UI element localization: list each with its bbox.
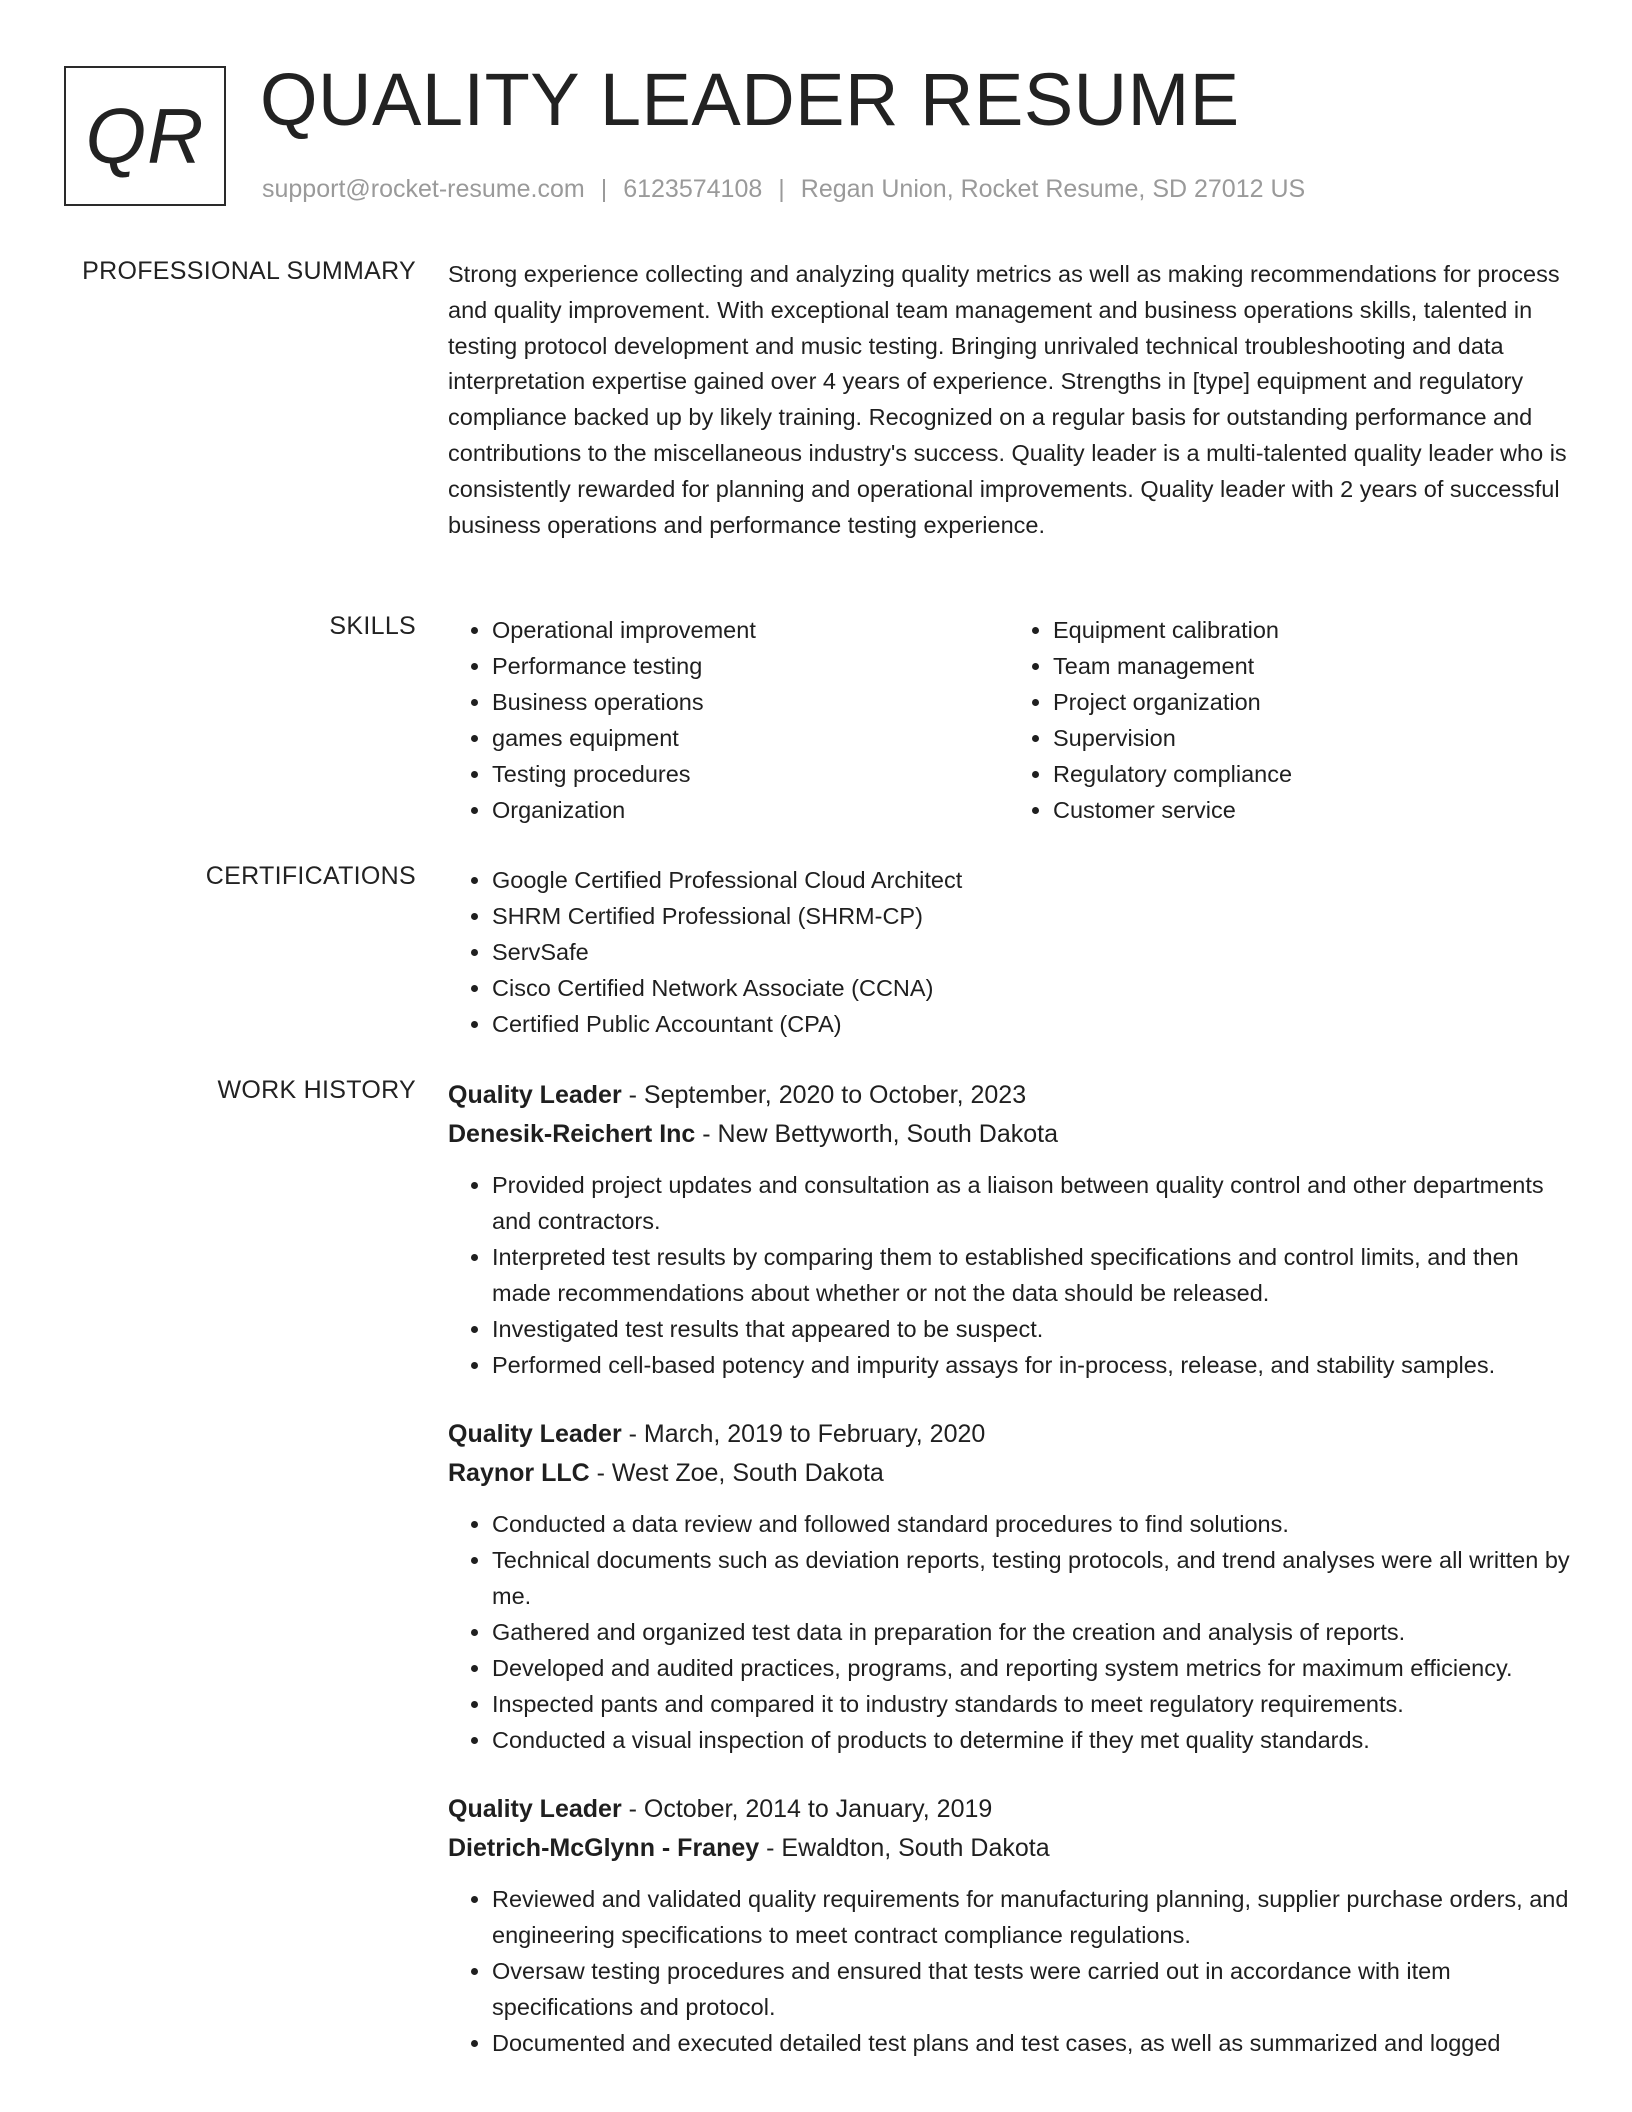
contact-phone[interactable]: 6123574108 — [623, 175, 763, 203]
skills-heading: SKILLS — [329, 612, 416, 640]
contact-line — [262, 175, 1305, 204]
job-bullets — [448, 1881, 1570, 2061]
list-item: • Team management — [1053, 648, 1570, 684]
job-entry — [448, 1790, 1570, 2061]
contact-separator: | — [778, 175, 785, 203]
summary-text: Strong experience collecting and analyzing quality metrics as well as making recommendations for process and quality improvement. With exceptional team management and business operations skills, talented in testing protocol development and music testing. Bringing unrivaled technical troubleshooting and data interpretation expertise gained over 4 years of experience. Strengths in [type] equipment and regulatory compliance backed up by likely training. Recognized on a regular basis for outstanding performance and contributions to the miscellaneous industry's success. Quality leader is a multi-talented quality leader who is consistently rewarded for planning and operational improvements. Quality leader with 2 years of successful business operations and performance testing experience. — [448, 261, 1567, 538]
list-item: • Documented and executed detailed test plans and test cases, as well as summarized and logged — [492, 2025, 1570, 2061]
job-company-line — [448, 1454, 1570, 1493]
list-item: • Organization — [492, 792, 1009, 828]
job-title-line — [448, 1790, 1570, 1829]
list-item: • Oversaw testing procedures and ensured that tests were carried out in accordance with item specifications and protocol. — [492, 1953, 1570, 2025]
list-item: • Developed and audited practices, programs, and reporting system metrics for maximum efficiency. — [492, 1650, 1570, 1686]
job-company: Denesik-Reichert Inc — [448, 1120, 696, 1148]
list-item: • Business operations — [492, 684, 1009, 720]
list-item: • Inspected pants and compared it to industry standards to meet regulatory requirements. — [492, 1686, 1570, 1722]
resume-title: QUALITY LEADER RESUME — [260, 58, 1240, 141]
work-history-heading: WORK HISTORY — [217, 1076, 416, 1104]
job-entry — [448, 1415, 1570, 1758]
job-location: - New Bettyworth, South Dakota — [695, 1120, 1058, 1148]
list-item: • Conducted a data review and followed standard procedures to find solutions. — [492, 1506, 1570, 1542]
job-location: - Ewaldton, South Dakota — [759, 1834, 1050, 1862]
contact-address: Regan Union, Rocket Resume, SD 27012 US — [800, 175, 1306, 203]
list-item: • Interpreted test results by comparing them to established specifications and control limits, and then made recommendations about whether or not the data should be released. — [492, 1239, 1570, 1311]
job-company-line — [448, 1115, 1570, 1154]
skills-list-right — [1009, 612, 1570, 828]
list-item: • Performed cell-based potency and impurity assays for in-process, release, and stability samples. — [492, 1347, 1570, 1383]
list-item: • Gathered and organized test data in preparation for the creation and analysis of reports. — [492, 1614, 1570, 1650]
contact-email[interactable]: support@rocket-resume.com — [262, 175, 585, 203]
work-history-body — [448, 1076, 1570, 2093]
summary-heading: PROFESSIONAL SUMMARY — [82, 257, 416, 285]
list-item: • Supervision — [1053, 720, 1570, 756]
skills-list-left — [448, 612, 1009, 828]
certifications-list — [448, 862, 1570, 1042]
job-location: - West Zoe, South Dakota — [589, 1459, 884, 1487]
job-title-line — [448, 1415, 1570, 1454]
list-item: • Performance testing — [492, 648, 1009, 684]
list-item: • Provided project updates and consultation as a liaison between quality control and other departments and contractors. — [492, 1167, 1570, 1239]
contact-separator: | — [600, 175, 608, 203]
list-item: • Customer service — [1053, 792, 1570, 828]
job-company-line — [448, 1829, 1570, 1868]
list-item: • Equipment calibration — [1053, 612, 1570, 648]
monogram-badge: QR — [64, 66, 226, 206]
job-company: Raynor LLC — [448, 1459, 590, 1487]
job-dates: - September, 2020 to October, 2023 — [621, 1081, 1027, 1109]
job-title-line — [448, 1076, 1570, 1115]
list-item: • ServSafe — [492, 934, 1570, 970]
list-item: • Reviewed and validated quality requirements for manufacturing planning, supplier purchase orders, and engineering specifications to meet contract compliance regulations. — [492, 1881, 1570, 1953]
list-item: • Conducted a visual inspection of products to determine if they met quality standards. — [492, 1722, 1570, 1758]
list-item: • Investigated test results that appeared to be suspect. — [492, 1311, 1570, 1347]
list-item: • Testing procedures — [492, 756, 1009, 792]
job-title: Quality Leader — [448, 1420, 622, 1448]
job-company: Dietrich-McGlynn - Franey — [448, 1834, 760, 1862]
job-bullets — [448, 1167, 1570, 1383]
list-item: • SHRM Certified Professional (SHRM-CP) — [492, 898, 1570, 934]
job-title: Quality Leader — [448, 1081, 622, 1109]
list-item: • Regulatory compliance — [1053, 756, 1570, 792]
job-bullets — [448, 1506, 1570, 1758]
list-item: • Cisco Certified Network Associate (CCNA) — [492, 970, 1570, 1006]
certifications-heading: CERTIFICATIONS — [205, 862, 416, 890]
job-dates: - March, 2019 to February, 2020 — [621, 1420, 986, 1448]
certifications-body — [448, 862, 1570, 1042]
job-entry — [448, 1076, 1570, 1383]
list-item: • Certified Public Accountant (CPA) — [492, 1006, 1570, 1042]
skills-body — [448, 612, 1570, 828]
list-item: • Technical documents such as deviation reports, testing protocols, and trend analyses were all written by me. — [492, 1542, 1570, 1614]
list-item: • Project organization — [1053, 684, 1570, 720]
list-item: • games equipment — [492, 720, 1009, 756]
list-item: • Operational improvement — [492, 612, 1009, 648]
job-title: Quality Leader — [448, 1795, 622, 1823]
job-dates: - October, 2014 to January, 2019 — [621, 1795, 993, 1823]
list-item: • Google Certified Professional Cloud Architect — [492, 862, 1570, 898]
